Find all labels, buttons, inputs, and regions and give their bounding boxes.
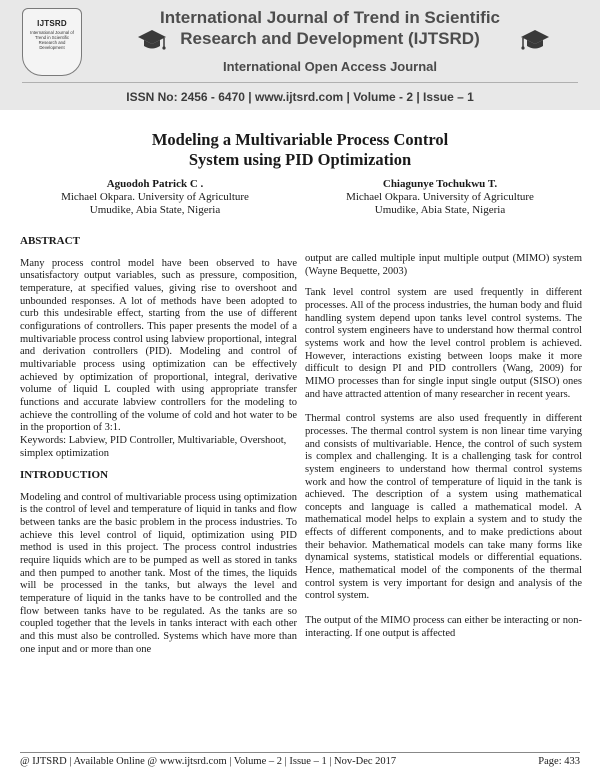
body-paragraph: The output of the MIMO process can either be interacting or non-interacting. If one output is affected — [305, 615, 582, 639]
footer-citation: @ IJTSRD | Available Online @ www.ijtsrd.com | Volume – 2 | Issue – 1 | Nov-Dec 2017 — [20, 756, 397, 767]
graduation-cap-icon — [520, 28, 550, 54]
author-name: Chiagunye Tochukwu T. — [382, 178, 498, 190]
open-access-label: International Open Access Journal — [222, 59, 438, 74]
paper-title-line2: System using PID Optimization — [188, 150, 412, 169]
body-paragraph: Thermal control systems are also used frequently in different processes. The thermal control system is non linear time varying and consists of multivariable. Hence, the control of such system is complex and challenging. It is a challenging task for control system engineers to understand how thermal control systems work and how the control of temperature of liquid in the tank is achieved. The description of a system using mathematical concepts and language is called a mathematical model. A mathematical model helps to explain a system and to study the effects of different components, and to make predictions about their behavior. Mathematical models can take many forms like dynamical systems, statistical models or differential equations. Hence, mathematical model of the components of the thermal control system is very important for design and analysis of the control system. — [305, 413, 582, 602]
left-column — [20, 235, 297, 665]
author-location: Umudike, Abia State, Nigeria — [374, 204, 506, 216]
keywords: Keywords: Labview, PID Controller, Multivariable, Overshoot, simplex optimization — [20, 434, 287, 459]
author-affiliation: Michael Okpara. University of Agriculture — [61, 191, 249, 203]
journal-title-line1: International Journal of Trend in Scientific — [159, 8, 501, 27]
body-paragraph: output are called multiple input multiple output (MIMO) system (Wayne Bequette, 2003) — [305, 253, 582, 277]
author-name: Aguodoh Patrick C . — [106, 178, 204, 190]
introduction-text: Modeling and control of multivariable process using optimization is the control of level and temperature of liquid in tanks and flow between tanks are the basic problem in the process industries. To achieve this level control of liquid, optimization using PID method is used in this project. The process control industries require liquids which are to be pumped as well as stored in tanks and then pumped to another tank. Most of the times, the liquids will be processed in the tanks, but always the level and temperature of liquid in the tanks have to be controlled and the flow between tanks have to be regulated. As the tanks are so coupled together that the levels in tanks interact with each other and this must also be controlled. Systems which have more than one input and or more than one — [20, 491, 297, 655]
footer-divider — [20, 752, 580, 753]
header-divider — [22, 82, 578, 83]
author-block — [305, 178, 575, 217]
journal-header — [0, 0, 600, 110]
journal-title-line2: Research and Development (IJTSRD) — [180, 29, 480, 48]
paper-title — [60, 130, 540, 170]
logo-name: IJTSRD — [37, 19, 67, 28]
ijtsrd-logo — [22, 8, 82, 76]
author-affiliation: Michael Okpara. University of Agriculture — [346, 191, 534, 203]
paper-title-line1: Modeling a Multivariable Process Control — [151, 130, 449, 149]
page-number: Page: 433 — [538, 756, 580, 767]
right-column — [305, 253, 582, 649]
abstract-text: Many process control model have been observed to have unsatisfactory output variables, such as pressure, composition, temperature, at specified values, giving rise to overshoot and unbounded responses. A lot of methods have been adopted to curb this undesirable effect, starting from the use of different configurations of controllers. This paper presents the model of a multivariable process control using labview proportional, integral and derivation controllers (PID). Modeling and control of multivariable process using optimization can be effectively achieved by optimization of proportional, integral, derivative volume of liquid L coupled with using appropriate transfer functions and accurate labview controllers for the modeling to achieve the controlling of the volume of cold and hot water to be in the proportion of 3:1. — [20, 257, 297, 434]
body-paragraph: Tank level control system are used frequently in different processes. All of the process industries, the human body and fluid handling system depend upon tanks level control systems. The control system engineers have to understand how thermal control systems work and how the level control problem is achieved. However, interactions existing between loops make it more difficult to design PI and PID controllers (Wang, 2009) for MIMO processes than for single input single output (SISO) ones and have attracted attention of many researcher in recent years. — [305, 287, 582, 400]
logo-subtitle: International Journal of Trend in Scientific Research and Development — [30, 30, 74, 50]
issn-line: ISSN No: 2456 - 6470 | www.ijtsrd.com | Volume - 2 | Issue – 1 — [126, 90, 474, 104]
introduction-heading: INTRODUCTION — [20, 469, 109, 482]
author-location: Umudike, Abia State, Nigeria — [89, 204, 221, 216]
author-block — [20, 178, 290, 217]
abstract-heading: ABSTRACT — [20, 235, 80, 247]
